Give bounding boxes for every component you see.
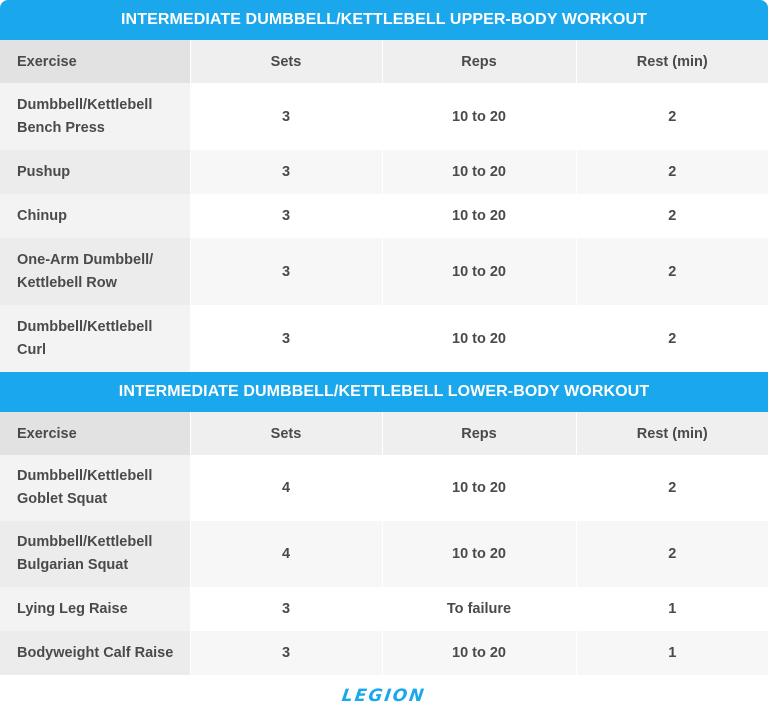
sets-value: 3 [190, 587, 382, 631]
exercise-name: Dumbbell/Kettlebell Bulgarian Squat [0, 521, 190, 587]
table-header-row [0, 412, 768, 455]
table-row [0, 238, 768, 305]
reps-value: 10 to 20 [382, 150, 576, 194]
exercise-name: Dumbbell/Kettlebell Curl [0, 305, 190, 372]
table-row [0, 587, 768, 631]
rest-value: 2 [576, 305, 768, 372]
reps-value: 10 to 20 [382, 521, 576, 587]
sets-value: 3 [190, 238, 382, 305]
exercise-name: Dumbbell/Kettlebell Goblet Squat [0, 455, 190, 521]
upper-body-table [0, 40, 768, 372]
sets-value: 4 [190, 455, 382, 521]
sets-value: 3 [190, 83, 382, 150]
table-row [0, 521, 768, 587]
column-header-rest: Rest (min) [576, 40, 768, 83]
upper-body-title: INTERMEDIATE DUMBBELL/KETTLEBELL UPPER-BODY WORKOUT [0, 0, 768, 40]
rest-value: 2 [576, 150, 768, 194]
column-header-sets: Sets [190, 412, 382, 455]
reps-value: To failure [382, 587, 576, 631]
reps-value: 10 to 20 [382, 631, 576, 675]
exercise-name: Bodyweight Calf Raise [0, 631, 190, 675]
table-row [0, 194, 768, 238]
table-row [0, 455, 768, 521]
column-header-rest: Rest (min) [576, 412, 768, 455]
reps-value: 10 to 20 [382, 83, 576, 150]
sets-value: 3 [190, 150, 382, 194]
sets-value: 3 [190, 631, 382, 675]
rest-value: 2 [576, 194, 768, 238]
table-row [0, 305, 768, 372]
reps-value: 10 to 20 [382, 455, 576, 521]
rest-value: 1 [576, 631, 768, 675]
column-header-sets: Sets [190, 40, 382, 83]
rest-value: 2 [576, 521, 768, 587]
reps-value: 10 to 20 [382, 194, 576, 238]
rest-value: 2 [576, 238, 768, 305]
column-header-reps: Reps [382, 40, 576, 83]
table-row [0, 83, 768, 150]
exercise-name: Chinup [0, 194, 190, 238]
lower-body-title: INTERMEDIATE DUMBBELL/KETTLEBELL LOWER-BODY WORKOUT [0, 372, 768, 412]
rest-value: 1 [576, 587, 768, 631]
table-row [0, 150, 768, 194]
reps-value: 10 to 20 [382, 238, 576, 305]
reps-value: 10 to 20 [382, 305, 576, 372]
lower-body-table [0, 412, 768, 675]
column-header-exercise: Exercise [0, 412, 190, 455]
rest-value: 2 [576, 455, 768, 521]
column-header-reps: Reps [382, 412, 576, 455]
sets-value: 4 [190, 521, 382, 587]
exercise-name: Pushup [0, 150, 190, 194]
exercise-name: One-Arm Dumbbell/ Kettlebell Row [0, 238, 190, 305]
footer [0, 675, 768, 717]
legion-logo: LEGION [340, 686, 428, 706]
rest-value: 2 [576, 83, 768, 150]
table-row [0, 631, 768, 675]
sets-value: 3 [190, 194, 382, 238]
column-header-exercise: Exercise [0, 40, 190, 83]
exercise-name: Dumbbell/Kettlebell Bench Press [0, 83, 190, 150]
sets-value: 3 [190, 305, 382, 372]
table-header-row [0, 40, 768, 83]
exercise-name: Lying Leg Raise [0, 587, 190, 631]
